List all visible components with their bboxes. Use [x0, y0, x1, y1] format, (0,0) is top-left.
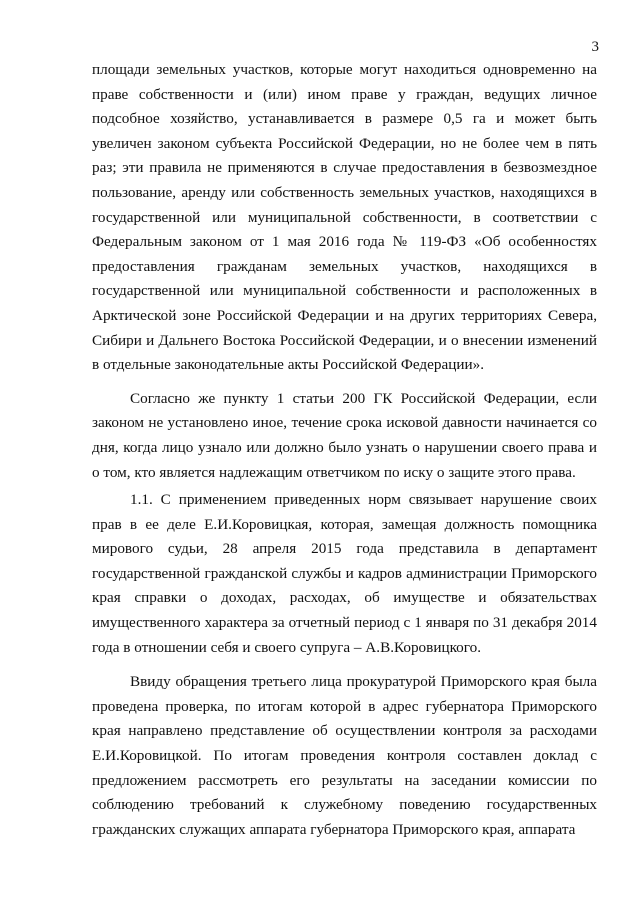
- paragraph-limitation-period: Согласно же пункту 1 статьи 200 ГК Российской Федерации, если законом не установлено иное, течение срока исковой давности начинается со дня, когда лицо узнало или должно было узнать о нарушении своего права и о том, кто является надлежащим ответчиком по иску о защите этого права.: [92, 389, 597, 481]
- paragraph-prosecutor-check: Ввиду обращения третьего лица прокуратурой Приморского края была проведена проверка, по итогам которой в адрес губернатора Приморского края направлено представление об осуществлении контроля за расходами Е.И.Коровицкой. По итогам проведения контроля составлен доклад с предложением рассмотреть его результаты на заседании комиссии по соблюдению требований к служебному поведению государственных гражданских служащих аппарата губернатора Приморского края, аппарата: [92, 673, 597, 838]
- document-body: [92, 58, 597, 852]
- paragraph-korovitskaya-case: 1.1. С применением приведенных норм связывает нарушение своих прав в ее деле Е.И.Коровицкая, которая, замещая должность помощника мирового судьи, 28 апреля 2015 года представила в департамент государственной гражданской службы и кадров администрации Приморского края справки о доходах, расходах, об имуществе и обязательствах имущественного характера за отчетный период с 1 января по 31 декабря 2014 года в отношении себя и своего супруга – А.В.Коровицкого.: [92, 491, 597, 656]
- page-number: 3: [591, 39, 599, 55]
- paragraph-continuation: площади земельных участков, которые могут находиться одновременно на праве собственности и (или) ином праве у граждан, ведущих личное подсобное хозяйство, устанавливается в размере 0,5 га и может быть увеличен законом субъекта Российской Федерации, но не более чем в пять раз; эти правила не применяются в случае предоставления в безвозмездное пользование, аренду или собственность земельных участков, находящихся в государственной или муниципальной собственности, в соответствии с Федеральным законом от 1 мая 2016 года № 119-ФЗ «Об особенностях предоставления гражданам земельных участков, находящихся в государственной или муниципальной собственности и расположенных в Арктической зоне Российской Федерации и на других территориях Севера, Сибири и Дальнего Востока Российской Федерации, и о внесении изменений в отдельные законодательные акты Российской Федерации».: [92, 61, 597, 374]
